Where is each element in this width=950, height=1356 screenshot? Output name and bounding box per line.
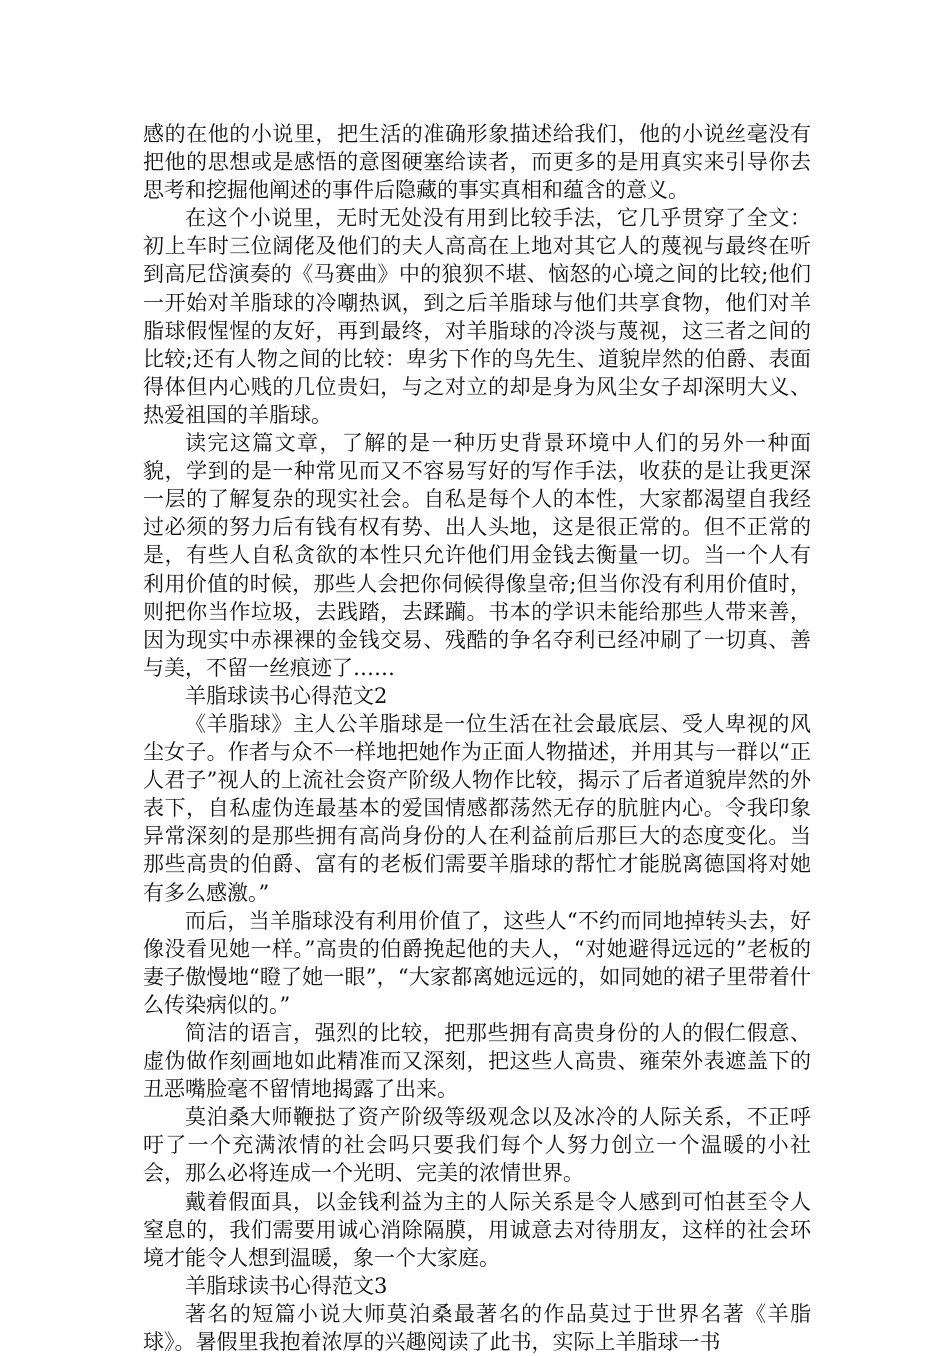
paragraph-comparison: 在这个小说里，无时无处没有用到比较手法，它几乎贯穿了全文：初上车时三位阔佬及他们的夫人高高在上地对其它人的蔑视与最终在听到高尼岱演奏的《马赛曲》中的狼狈不堪、恼怒的心境之间的比较;他们一开始对羊脂球的冷嘲热讽，到之后羊脂球与他们共享食物，他们对羊脂球假惺惺的友好，再到最终，对羊脂球的冷淡与蔑视，这三者之间的比较;还有人物之间的比较：卑劣下作的鸟先生、道貌岸然的伯爵、表面得体但内心贱的几位贵妇，与之对立的却是身为风尘女子却深明大义、热爱祖国的羊脂球。	[143, 206, 811, 427]
section-heading-3: 羊脂球读书心得范文3	[185, 1273, 388, 1298]
paragraph-maupassant: 莫泊桑大师鞭挞了资产阶级等级观念以及冰冷的人际关系，不正呼吁了一个充满浓情的社会吗只要我们每个人努力创立一个温暖的小社会，那么必将连成一个光明、完美的浓情世界。	[143, 1105, 811, 1186]
paragraph-protagonist: 《羊脂球》主人公羊脂球是一位生活在社会最底层、受人卑视的风尘女子。作者与众不一样地把她作为正面人物描述，并用其与一群以“正人君子”视人的上流社会资产阶级人物作比较，揭示了后者道貌岸然的外表下，自私虚伪连最基本的爱国情感都荡然无存的肮脏内心。令我印象异常深刻的是那些拥有高尚身份的人在利益前后那巨大的态度变化。当那些高贵的伯爵、富有的老板们需要羊脂球的帮忙才能脱离德国将对她有多么感激。”	[143, 711, 811, 905]
paragraph-language: 简洁的语言，强烈的比较，把那些拥有高贵身份的人的假仁假意、虚伪做作刻画地如此精准而又深刻，把这些人高贵、雍荣外表遮盖下的丑恶嘴脸毫不留情地揭露了出来。	[143, 1021, 811, 1102]
section-heading-2: 羊脂球读书心得范文2	[185, 683, 388, 708]
document-body	[143, 120, 811, 1356]
paragraph-famous-work: 著名的短篇小说大师莫泊桑最著名的作品莫过于世界名著《羊脂球》。暑假里我抱着浓厚的兴趣阅读了此书，实际上羊脂球一书	[143, 1301, 811, 1355]
paragraph-reflection: 读完这篇文章，了解的是一种历史背景环境中人们的另外一种面貌，学到的是一种常见而又不容易写好的写作手法，收获的是让我更深一层的了解复杂的现实社会。自私是每个人的本性，大家都渴望自我经过必须的努力后有钱有权有势、出人头地，这是很正常的。但不正常的是，有些人自私贪欲的本性只允许他们用金钱去衡量一切。当一个人有利用价值的时候，那些人会把你伺候得像皇帝;但当你没有利用价值时，则把你当作垃圾，去践踏，去蹂躏。书本的学识未能给那些人带来善，因为现实中赤裸裸的金钱交易、残酷的争名夺利已经冲刷了一切真、善与美，不留一丝痕迹了……	[143, 431, 811, 680]
paragraph-aftermath: 而后，当羊脂球没有利用价值了，这些人“不约而同地掉转头去，好像没看见她一样。”高贵的伯爵挽起他的夫人，“对她避得远远的”老板的妻子傲慢地“瞪了她一眼”，“大家都离她远远的，如同她的裙子里带着什么传染病似的。”	[143, 908, 811, 1017]
paragraph-continued: 感的在他的小说里，把生活的准确形象描述给我们，他的小说丝毫没有把他的思想或是感悟的意图硬塞给读者，而更多的是用真实来引导你去思考和挖掘他阐述的事件后隐藏的事实真相和蕴含的意义。	[143, 122, 811, 203]
paragraph-mask: 戴着假面具，以金钱利益为主的人际关系是令人感到可怕甚至令人窒息的，我们需要用诚心消除隔膜，用诚意去对待朋友，这样的社会环境才能令人想到温暖，象一个大家庭。	[143, 1189, 811, 1270]
